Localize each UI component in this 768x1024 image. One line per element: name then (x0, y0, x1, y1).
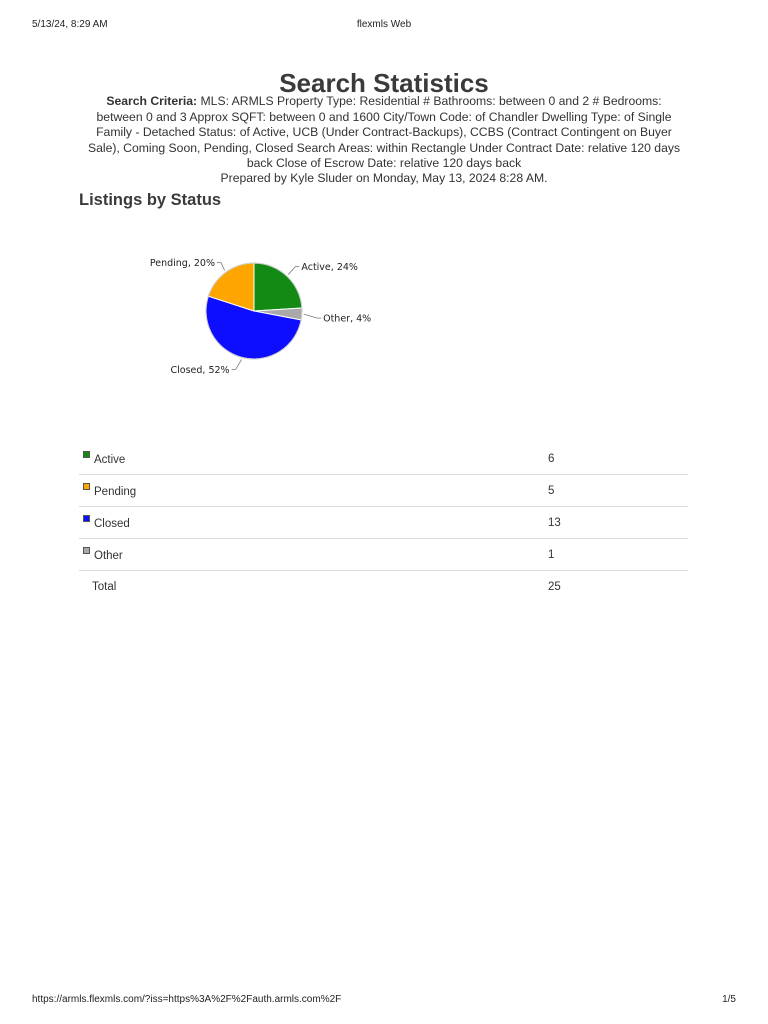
table-row (79, 475, 688, 507)
status-label-cell (79, 443, 548, 475)
legend-swatch-icon (83, 483, 90, 490)
status-label-cell (79, 475, 548, 507)
search-criteria-label: Search Criteria: (106, 94, 198, 108)
pie-label-active: Active, 24% (301, 262, 358, 274)
search-criteria-text: MLS: ARMLS Property Type: Residential # Bathrooms: between 0 and 2 # Bedrooms: between 0 and 3 Approx SQFT: between 0 and 1600 City/Town Code: of Chandler Dwelling Type: of Single Family - Detached Status: of Active, UCB (Under Contract-Backups), CCBS (Contract Contingent on Buyer Sale), Coming Soon, Pending, Closed Search Areas: within Rectangle Under Contract Date: relative 120 days back Close of Escrow Date: relative 120 days back (87, 94, 681, 170)
status-count: 1 (548, 539, 688, 571)
pie-label-pending: Pending, 20% (149, 258, 215, 269)
print-url: https://armls.flexmls.com/?iss=https%3A%2F%2Fauth.armls.com%2F (32, 994, 342, 1005)
status-label: Closed (94, 518, 130, 530)
status-count: 5 (548, 475, 688, 507)
table-row (79, 443, 688, 475)
page-number: 1/5 (722, 994, 736, 1005)
pie-leader-line (288, 267, 299, 275)
print-date: 5/13/24, 8:29 AM (32, 19, 108, 30)
status-count: 6 (548, 443, 688, 475)
pie-leader-line (232, 359, 242, 369)
total-row (79, 571, 688, 603)
table-row (79, 507, 688, 539)
status-table (79, 443, 688, 602)
status-pie-chart (100, 230, 400, 390)
status-label-cell (79, 539, 548, 571)
print-footer (0, 994, 768, 1008)
legend-swatch-icon (83, 547, 90, 554)
legend-swatch-icon (83, 515, 90, 522)
status-label-cell (79, 507, 548, 539)
pie-label-closed: Closed, 52% (170, 364, 230, 376)
pie-label-other: Other, 4% (323, 313, 372, 325)
table-row (79, 539, 688, 571)
total-label: Total (92, 580, 117, 593)
status-label: Other (94, 550, 123, 562)
section-title: Listings by Status (79, 191, 222, 209)
print-page-title: flexmls Web (356, 19, 412, 30)
pie-leader-line (217, 263, 225, 271)
search-criteria (84, 94, 684, 172)
page-title: Search Statistics (279, 68, 489, 98)
total-value: 25 (548, 580, 561, 593)
pie-slice-active (254, 263, 302, 311)
pie-leader-line (304, 314, 321, 318)
print-header (0, 19, 768, 33)
status-label: Active (94, 454, 126, 466)
status-count: 13 (548, 507, 688, 539)
prepared-by: Prepared by Kyle Sluder on Monday, May 13, 2024 8:28 AM. (220, 171, 548, 185)
legend-swatch-icon (83, 451, 90, 458)
status-label: Pending (94, 486, 137, 498)
